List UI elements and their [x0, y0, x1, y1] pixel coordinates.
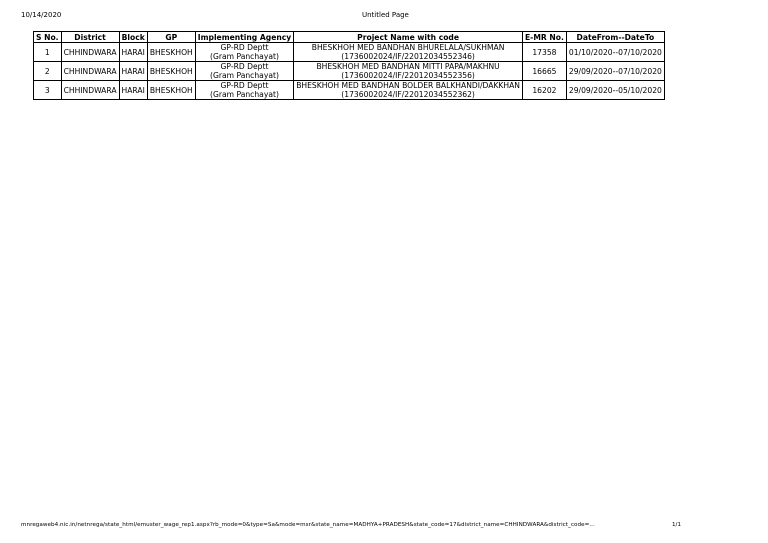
cell-district: CHHINDWARA: [61, 81, 119, 100]
cell-block: HARAI: [119, 81, 147, 100]
cell-emr: 17358: [523, 43, 567, 62]
table-header-row: [34, 32, 665, 43]
cell-agency: [195, 62, 293, 81]
agency-name: GP-RD Deptt: [220, 62, 269, 71]
muster-table: [33, 31, 665, 100]
cell-dates: 29/09/2020--05/10/2020: [566, 81, 664, 100]
cell-sno: 1: [34, 43, 62, 62]
cell-dates: 29/09/2020--07/10/2020: [566, 62, 664, 81]
cell-district: CHHINDWARA: [61, 62, 119, 81]
print-date: 10/14/2020: [21, 11, 62, 19]
cell-district: CHHINDWARA: [61, 43, 119, 62]
agency-type: (Gram Panchayat): [210, 52, 279, 61]
col-header-gp: GP: [147, 32, 195, 43]
cell-emr: 16202: [523, 81, 567, 100]
cell-gp: BHESKHOH: [147, 43, 195, 62]
cell-agency: [195, 81, 293, 100]
col-header-block: Block: [119, 32, 147, 43]
col-header-project: Project Name with code: [294, 32, 523, 43]
footer-url: mnregaweb4.nic.in/netnrega/state_html/emuster_wage_rep1.aspx?rb_mode=0&type=Sa&mode=msr&state_name=MADHYA+PRADESH&state_code=17&district_name=CHHINDWARA&district_code=...: [21, 522, 595, 528]
cell-agency: [195, 43, 293, 62]
cell-project: [294, 43, 523, 62]
cell-block: HARAI: [119, 43, 147, 62]
cell-dates: 01/10/2020--07/10/2020: [566, 43, 664, 62]
project-code: (1736002024/IF/22012034552346): [341, 52, 475, 61]
table-row: [34, 43, 665, 62]
col-header-dates: DateFrom--DateTo: [566, 32, 664, 43]
col-header-emr: E-MR No.: [523, 32, 567, 43]
cell-sno: 2: [34, 62, 62, 81]
agency-name: GP-RD Deptt: [220, 81, 269, 90]
page-title: Untitled Page: [362, 11, 409, 19]
project-name: BHESKHOH MED BANDHAN BHURELALA/SUKHMAN: [311, 43, 505, 52]
project-name: BHESKHOH MED BANDHAN MITTI PAPA/MAKHNU: [316, 62, 500, 71]
table-row: [34, 81, 665, 100]
cell-gp: BHESKHOH: [147, 62, 195, 81]
cell-sno: 3: [34, 81, 62, 100]
col-header-sno: S No.: [34, 32, 62, 43]
col-header-district: District: [61, 32, 119, 43]
cell-project: [294, 62, 523, 81]
col-header-agency: Implementing Agency: [195, 32, 293, 43]
agency-name: GP-RD Deptt: [220, 43, 269, 52]
agency-type: (Gram Panchayat): [210, 71, 279, 80]
cell-block: HARAI: [119, 62, 147, 81]
cell-project: [294, 81, 523, 100]
project-code: (1736002024/IF/22012034552356): [341, 71, 475, 80]
table-row: [34, 62, 665, 81]
cell-gp: BHESKHOH: [147, 81, 195, 100]
agency-type: (Gram Panchayat): [210, 90, 279, 99]
project-name: BHESKHOH MED BANDHAN BOLDER BALKHANDI/DAKKHAN: [296, 81, 520, 90]
project-code: (1736002024/IF/22012034552362): [341, 90, 475, 99]
cell-emr: 16665: [523, 62, 567, 81]
page-number: 1/1: [672, 522, 682, 528]
